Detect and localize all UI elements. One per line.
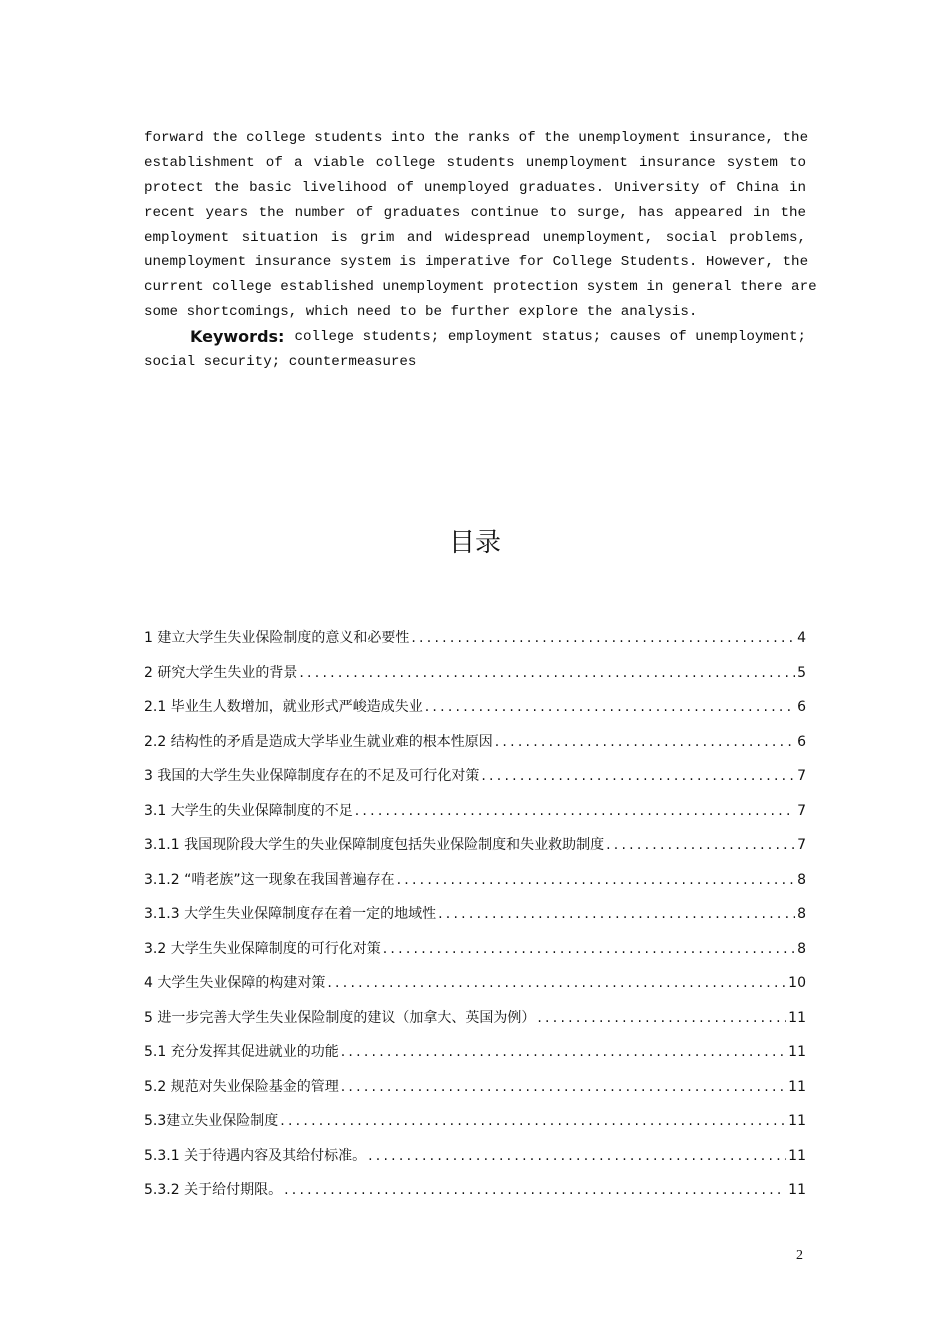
toc-dot-leader [411,626,795,650]
toc-dot-leader [438,902,795,926]
toc-entry-page: 6 [797,733,806,750]
toc-entry-page: 4 [797,630,806,646]
toc-entry[interactable] [144,868,806,903]
toc-dot-leader [341,1040,786,1064]
toc-title: 目录 [448,528,501,558]
toc-entry-page: 11 [788,1078,806,1095]
toc-entry[interactable] [144,661,806,696]
toc-entry-page: 11 [788,1113,806,1129]
toc-entry-title: 3 我国的大学生失业保障制度存在的不足及可行化对策 [144,768,480,784]
toc-entry-page: 7 [797,802,806,819]
toc-dot-leader [327,971,786,995]
abstract-body [144,126,817,375]
toc-entry[interactable] [144,1075,806,1110]
toc-dot-leader [606,833,795,857]
toc-entry-title: 5.1 充分发挥其促进就业的功能 [144,1044,339,1060]
abstract-line: recent years the number of graduates continue to surge, has appeared in the [144,204,806,221]
abstract-line: some shortcomings, which need to be further explore the analysis. [144,304,698,321]
toc-entry-page: 7 [797,837,806,853]
abstract-line: employment situation is grim and widespread unemployment, social problems, [144,229,806,246]
toc-entry[interactable] [144,833,806,868]
toc-entry-page: 10 [788,975,806,991]
toc-entry-title: 2 研究大学生失业的背景 [144,664,298,681]
keywords-text: college students; employment status; causes of unemployment; [294,329,806,346]
page-number: 2 [796,1248,803,1263]
toc-entry-title: 5.2 规范对失业保险基金的管理 [144,1078,339,1095]
toc-entry[interactable] [144,799,806,834]
table-of-contents [144,626,806,1213]
toc-dot-leader [383,937,795,961]
toc-entry[interactable] [144,1006,806,1041]
toc-entry-title: 3.2 大学生失业保障制度的可行化对策 [144,940,381,957]
toc-entry-title: 5.3建立失业保险制度 [144,1113,279,1129]
toc-entry-title: 3.1.1 我国现阶段大学生的失业保障制度包括失业保险制度和失业救助制度 [144,837,605,853]
toc-entry-page: 11 [788,1147,806,1164]
toc-entry[interactable] [144,730,806,765]
toc-entry[interactable] [144,937,806,972]
toc-entry[interactable] [144,764,806,799]
abstract-line: establishment of a viable college students unemployment insurance system to [144,154,806,171]
keywords-line-2: social security; countermeasures [144,354,417,371]
toc-entry[interactable] [144,971,806,1006]
toc-entry-page: 5 [797,664,806,681]
toc-entry-title: 2.1 毕业生人数增加，就业形式严峻造成失业 [144,699,423,715]
toc-dot-leader [481,764,795,788]
toc-entry[interactable] [144,1040,806,1075]
toc-dot-leader [280,1109,786,1133]
abstract-line: forward the college students into the ranks of the unemployment insurance, the [144,130,809,146]
toc-entry-title: 5.3.2 关于给付期限。 [144,1182,283,1198]
toc-dot-leader [368,1144,786,1168]
abstract-line: protect the basic livelihood of unemployed graduates. University of China in [144,179,806,196]
toc-entry-title: 5.3.1 关于待遇内容及其给付标准。 [144,1147,367,1164]
toc-entry-title: 2.2 结构性的矛盾是造成大学毕业生就业难的根本性原因 [144,733,493,750]
toc-dot-leader [495,730,795,754]
toc-entry[interactable] [144,1144,806,1179]
toc-entry[interactable] [144,1178,806,1213]
toc-entry-title: 1 建立大学生失业保险制度的意义和必要性 [144,630,410,646]
toc-dot-leader [341,1075,786,1099]
toc-entry[interactable] [144,902,806,937]
toc-dot-leader [537,1006,786,1030]
toc-entry-page: 8 [797,871,806,888]
toc-dot-leader [397,868,796,892]
toc-dot-leader [425,695,795,719]
toc-entry[interactable] [144,1109,806,1144]
toc-entry-page: 8 [797,940,806,957]
abstract-line: current college established unemployment protection system in general there are [144,279,817,296]
toc-entry-page: 11 [788,1009,806,1026]
toc-entry-title: 3.1 大学生的失业保障制度的不足 [144,802,353,819]
abstract-line: unemployment insurance system is imperative for College Students. However, the [144,254,809,271]
toc-entry-title: 4 大学生失业保障的构建对策 [144,975,326,991]
toc-entry-page: 8 [797,906,806,922]
toc-entry[interactable] [144,626,806,661]
toc-entry[interactable] [144,695,806,730]
toc-entry-title: 3.1.2 “啃老族”这一现象在我国普遍存在 [144,871,395,888]
toc-entry-page: 11 [788,1044,806,1060]
toc-dot-leader [299,661,795,685]
toc-dot-leader [355,799,795,823]
toc-entry-title: 5 进一步完善大学生失业保险制度的建议（加拿大、英国为例） [144,1009,536,1026]
toc-entry-page: 6 [797,699,806,715]
toc-entry-title: 3.1.3 大学生失业保障制度存在着一定的地域性 [144,906,437,922]
keywords-line [144,325,806,350]
keywords-label: Keywords: [190,327,285,347]
toc-entry-page: 7 [797,768,806,784]
toc-dot-leader [284,1178,786,1202]
toc-entry-page: 11 [788,1182,806,1198]
